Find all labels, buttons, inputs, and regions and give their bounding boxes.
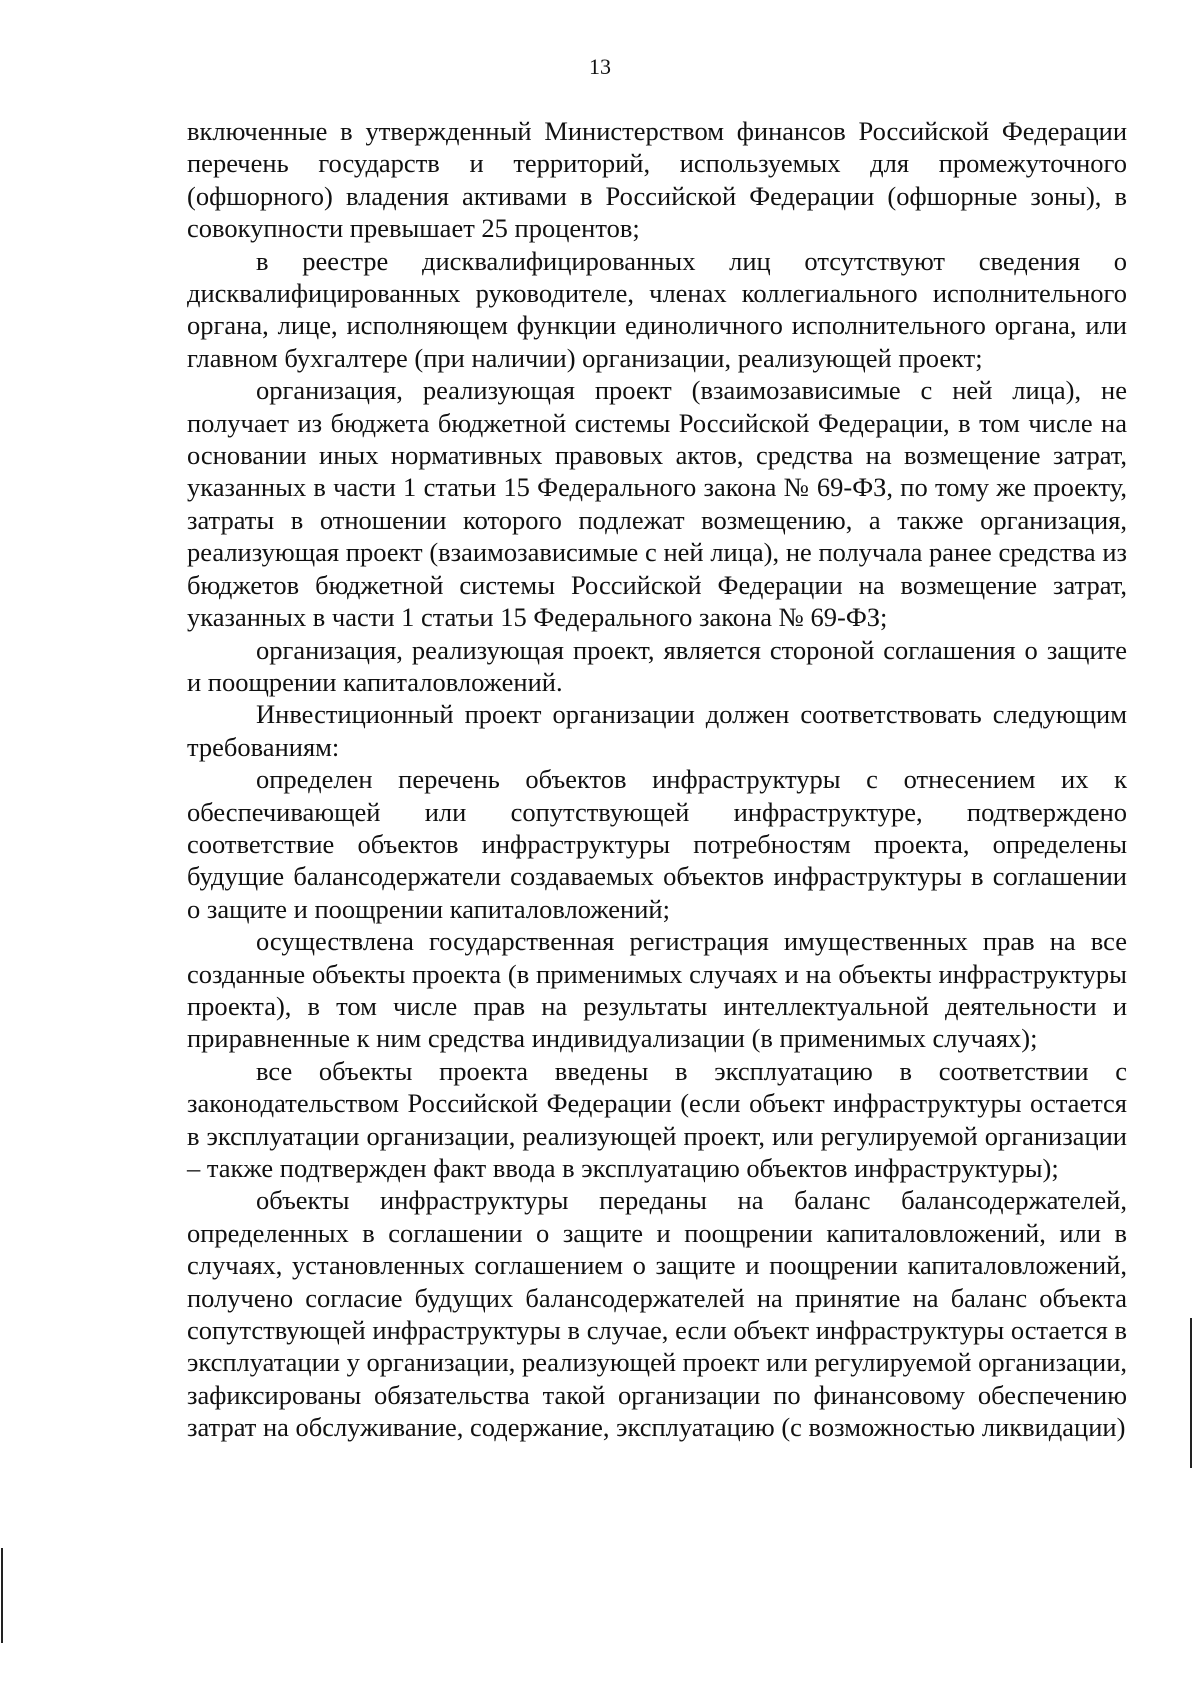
paragraph-6: определен перечень объектов инфраструктуры с отнесением их к обеспечивающей или сопутствующей инфраструктуре, подтверждено соответствие объектов инфраструктуры потребностям проекта, определены будущие балансодержатели создаваемых объектов инфраструктуры в соглашении о защите и поощрении капиталовложений; (187, 764, 1127, 924)
paragraph-5: Инвестиционный проект организации должен соответствовать следующим требованиям: (187, 699, 1127, 762)
paragraph-2: в реестре дисквалифицированных лиц отсутствуют сведения о дисквалифицированных руководителе, членах коллегиального исполнительного органа, лице, исполняющем функции единоличного исполнительного органа, или главном бухгалтере (при наличии) организации, реализующей проект; (187, 245, 1127, 373)
paragraph-3: организация, реализующая проект (взаимозависимые с ней лица), не получает из бюджета бюджетной системы Российской Федерации, в том числе на основании иных нормативных правовых актов, средства на возмещение затрат, указанных в части 1 статьи 15 Федерального закона № 69-ФЗ, по тому же проекту, затраты в отношении которого подлежат возмещению, а также организация, реализующая проект (взаимозависимые с ней лица), не получала ранее средства из бюджетов бюджетной системы Российской Федерации на возмещение затрат, указанных в части 1 статьи 15 Федерального закона № 69-ФЗ; (187, 375, 1127, 633)
paragraph-8: все объекты проекта введены в эксплуатацию в соответствии с законодательством Российской Федерации (если объект инфраструктуры остается в эксплуатации организации, реализующей проект, или регулируемой организации – также подтвержден факт ввода в эксплуатацию объектов инфраструктуры); (187, 1055, 1127, 1183)
page-number: 13 (589, 54, 611, 79)
scan-edge-line-left (1, 1548, 3, 1643)
paragraph-7: осуществлена государственная регистрация имущественных прав на все созданные объекты проекта (в применимых случаях и на объекты инфраструктуры проекта), в том числе прав на результаты интеллектуальной деятельности и приравненные к ним средства индивидуализации (в применимых случаях); (187, 926, 1127, 1054)
paragraph-1: включенные в утвержденный Министерством финансов Российской Федерации перечень государств и территорий, используемых для промежуточного (офшорного) владения активами в Российской Федерации (офшорные зоны), в совокупности превышает 25 процентов; (187, 116, 1127, 244)
document-body (187, 115, 1127, 1444)
paragraph-4: организация, реализующая проект, является стороной соглашения о защите и поощрении капиталовложений. (187, 634, 1127, 697)
paragraph-9: объекты инфраструктуры переданы на баланс балансодержателей, определенных в соглашении о защите и поощрении капиталовложений, или в случаях, установленных соглашением о защите и поощрении капиталовложений, получено согласие будущих балансодержателей на принятие на баланс объекта сопутствующей инфраструктуры в случае, если объект инфраструктуры остается в эксплуатации у организации, реализующей проект или регулируемой организации, зафиксированы обязательства такой организации по финансовому обеспечению затрат на обслуживание, содержание, эксплуатацию (с возможностью ликвидации) (187, 1185, 1127, 1443)
scan-edge-line-right (1190, 1318, 1192, 1468)
